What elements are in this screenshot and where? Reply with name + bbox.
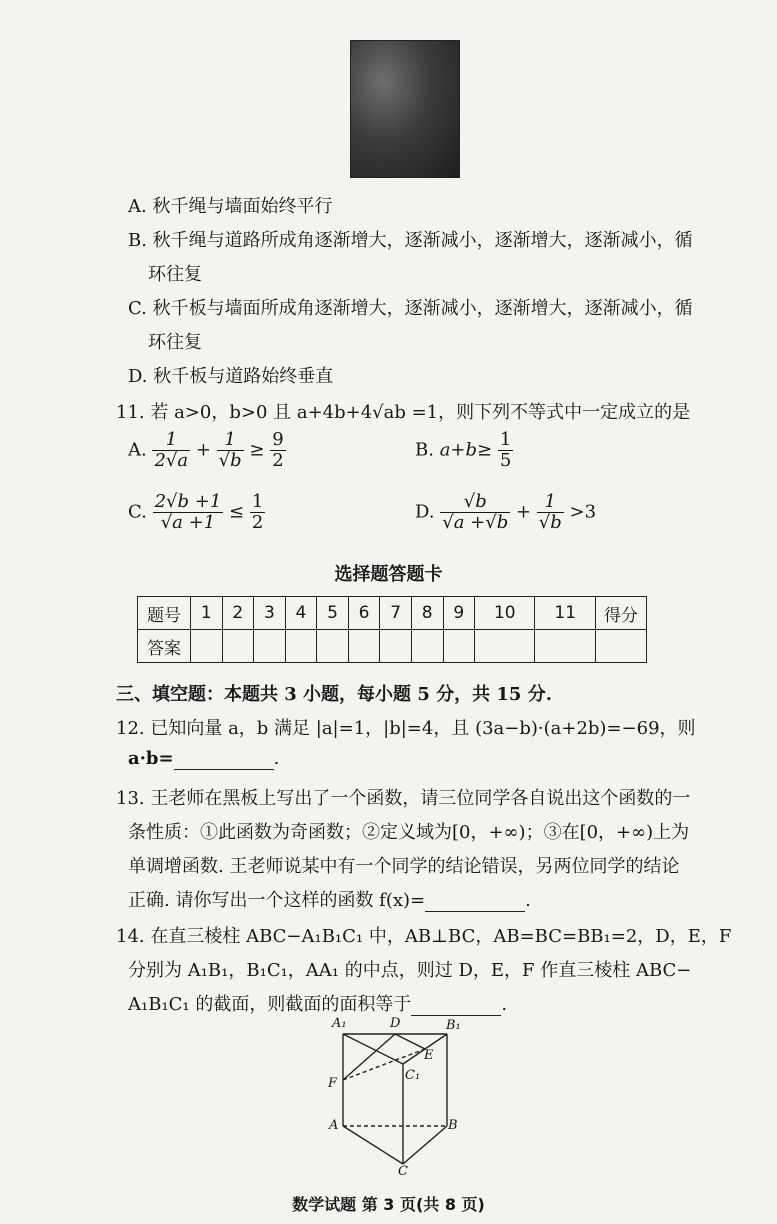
label-A1: A₁: [332, 1016, 347, 1031]
q12-line2: a·b= .: [128, 748, 280, 769]
q10-option-c-line1: C. 秋千板与墙面所成角逐渐增大，逐渐减小，逐渐增大，逐渐减小，循: [128, 298, 693, 319]
q11-option-a: A. $\frac{1}{2√a}$ + $\frac{1}{√b}$ ≥ $\frac{9}{2}$: [128, 429, 284, 471]
q13-line1: 13. 王老师在黑板上写出了一个函数，请三位同学各自说出这个函数的一: [116, 788, 691, 809]
q12-line1: 12. 已知向量 a，b 满足 |a|=1，|b|=4，且 (3a−b)·(a+2b)=−69，则: [116, 718, 696, 739]
q14-answer-blank[interactable]: [411, 994, 501, 1016]
q13-line2: 条性质：①此函数为奇函数；②定义域为[0，+∞)；③在[0，+∞)上为: [128, 822, 690, 843]
answer-slot[interactable]: [191, 630, 223, 663]
answer-card-cell: 4: [285, 597, 317, 630]
q11-option-a-math: $\frac{1}{2√a}$: [154, 429, 189, 471]
swing-photo: [350, 40, 460, 178]
answer-card-answer-row: [138, 630, 647, 663]
score-slot[interactable]: [596, 630, 647, 663]
answer-slot[interactable]: [285, 630, 317, 663]
q10-option-d: D. 秋千板与道路始终垂直: [128, 366, 334, 387]
q11-option-c: C. $\frac{2√b +1}{√a +1}$ ≤ $\frac{1}{2}$: [128, 491, 264, 533]
answer-card-cell: 1: [191, 597, 223, 630]
answer-card-cell: 11: [535, 597, 596, 630]
answer-card-score-header: 得分: [596, 597, 647, 630]
answer-card-cell: 3: [254, 597, 286, 630]
answer-card-cell: 5: [317, 597, 349, 630]
answer-card-title: 选择题答题卡: [334, 564, 443, 585]
q11-option-a-label: A.: [128, 439, 147, 461]
label-A: A: [329, 1118, 339, 1133]
q13-line4: 正确. 请你写出一个这样的函数 f(x)= .: [128, 890, 531, 911]
answer-slot[interactable]: [317, 630, 349, 663]
q12-answer-blank[interactable]: [174, 748, 274, 770]
q14-line2: 分别为 A₁B₁，B₁C₁，AA₁ 的中点，则过 D，E，F 作直三棱柱 ABC−: [128, 960, 692, 981]
answer-card-cell: 10: [475, 597, 535, 630]
q11-option-b-label: B.: [415, 439, 434, 461]
q13-line3: 单调增函数. 王老师说某中有一个同学的结论错误，另两位同学的结论: [128, 856, 680, 877]
q10-option-a: A. 秋千绳与墙面始终平行: [128, 196, 333, 217]
section-3-heading: 三、填空题：本题共 3 小题，每小题 5 分，共 15 分.: [116, 684, 552, 705]
answer-card-number-row: [138, 597, 647, 630]
answer-card-table: [137, 596, 647, 663]
label-C: C: [398, 1164, 408, 1179]
q14-line1: 14. 在直三棱柱 ABC−A₁B₁C₁ 中，AB⊥BC，AB=BC=BB₁=2，D，E，F: [116, 926, 732, 947]
answer-slot[interactable]: [443, 630, 475, 663]
q14-prompt: A₁B₁C₁ 的截面，则截面的面积等于: [128, 994, 412, 1015]
q11-option-b: B. a+b≥ $\frac{1}{5}$: [415, 429, 512, 471]
q11-option-c-label: C.: [128, 501, 147, 523]
answer-slot[interactable]: [254, 630, 286, 663]
q11-option-d-label: D.: [415, 501, 435, 523]
q10-option-c-line2: 环往复: [148, 332, 202, 353]
q13-prompt: 正确. 请你写出一个这样的函数 f(x)=: [128, 890, 426, 911]
q13-answer-blank[interactable]: [425, 890, 525, 912]
answer-card-cell: 9: [443, 597, 475, 630]
answer-card-cell: 7: [380, 597, 412, 630]
q10-option-b-line2: 环往复: [148, 264, 202, 285]
answer-slot[interactable]: [411, 630, 443, 663]
q10-option-b-line1: B. 秋千绳与道路所成角逐渐增大，逐渐减小，逐渐增大，逐渐减小，循: [128, 230, 693, 251]
answer-slot[interactable]: [380, 630, 412, 663]
answer-card-cell: 8: [411, 597, 443, 630]
label-C1: C₁: [405, 1068, 421, 1083]
answer-card-cell: 6: [348, 597, 380, 630]
label-B1: B₁: [446, 1018, 461, 1033]
q12-prompt: a·b=: [128, 748, 174, 769]
answer-slot[interactable]: [348, 630, 380, 663]
q11-option-d: D. $\frac{√b}{√a +√b}$ + $\frac{1}{√b}$ >3: [415, 491, 597, 533]
answer-card-header: 题号: [138, 597, 191, 630]
page-footer: 数学试题 第 3 页(共 8 页): [292, 1195, 485, 1214]
label-B: B: [448, 1118, 458, 1133]
q14-line3: A₁B₁C₁ 的截面，则截面的面积等于 .: [128, 994, 508, 1015]
label-D: D: [390, 1016, 401, 1031]
q11-stem: 11. 若 a>0，b>0 且 a+4b+4√ab =1，则下列不等式中一定成立的是: [116, 402, 691, 423]
answer-card-answer-label: 答案: [138, 630, 191, 663]
label-E: E: [424, 1048, 434, 1063]
label-F: F: [328, 1076, 338, 1091]
answer-card-cell: 2: [222, 597, 254, 630]
prism-figure: [325, 1016, 470, 1182]
answer-slot[interactable]: [535, 630, 596, 663]
answer-slot[interactable]: [222, 630, 254, 663]
answer-slot[interactable]: [475, 630, 535, 663]
